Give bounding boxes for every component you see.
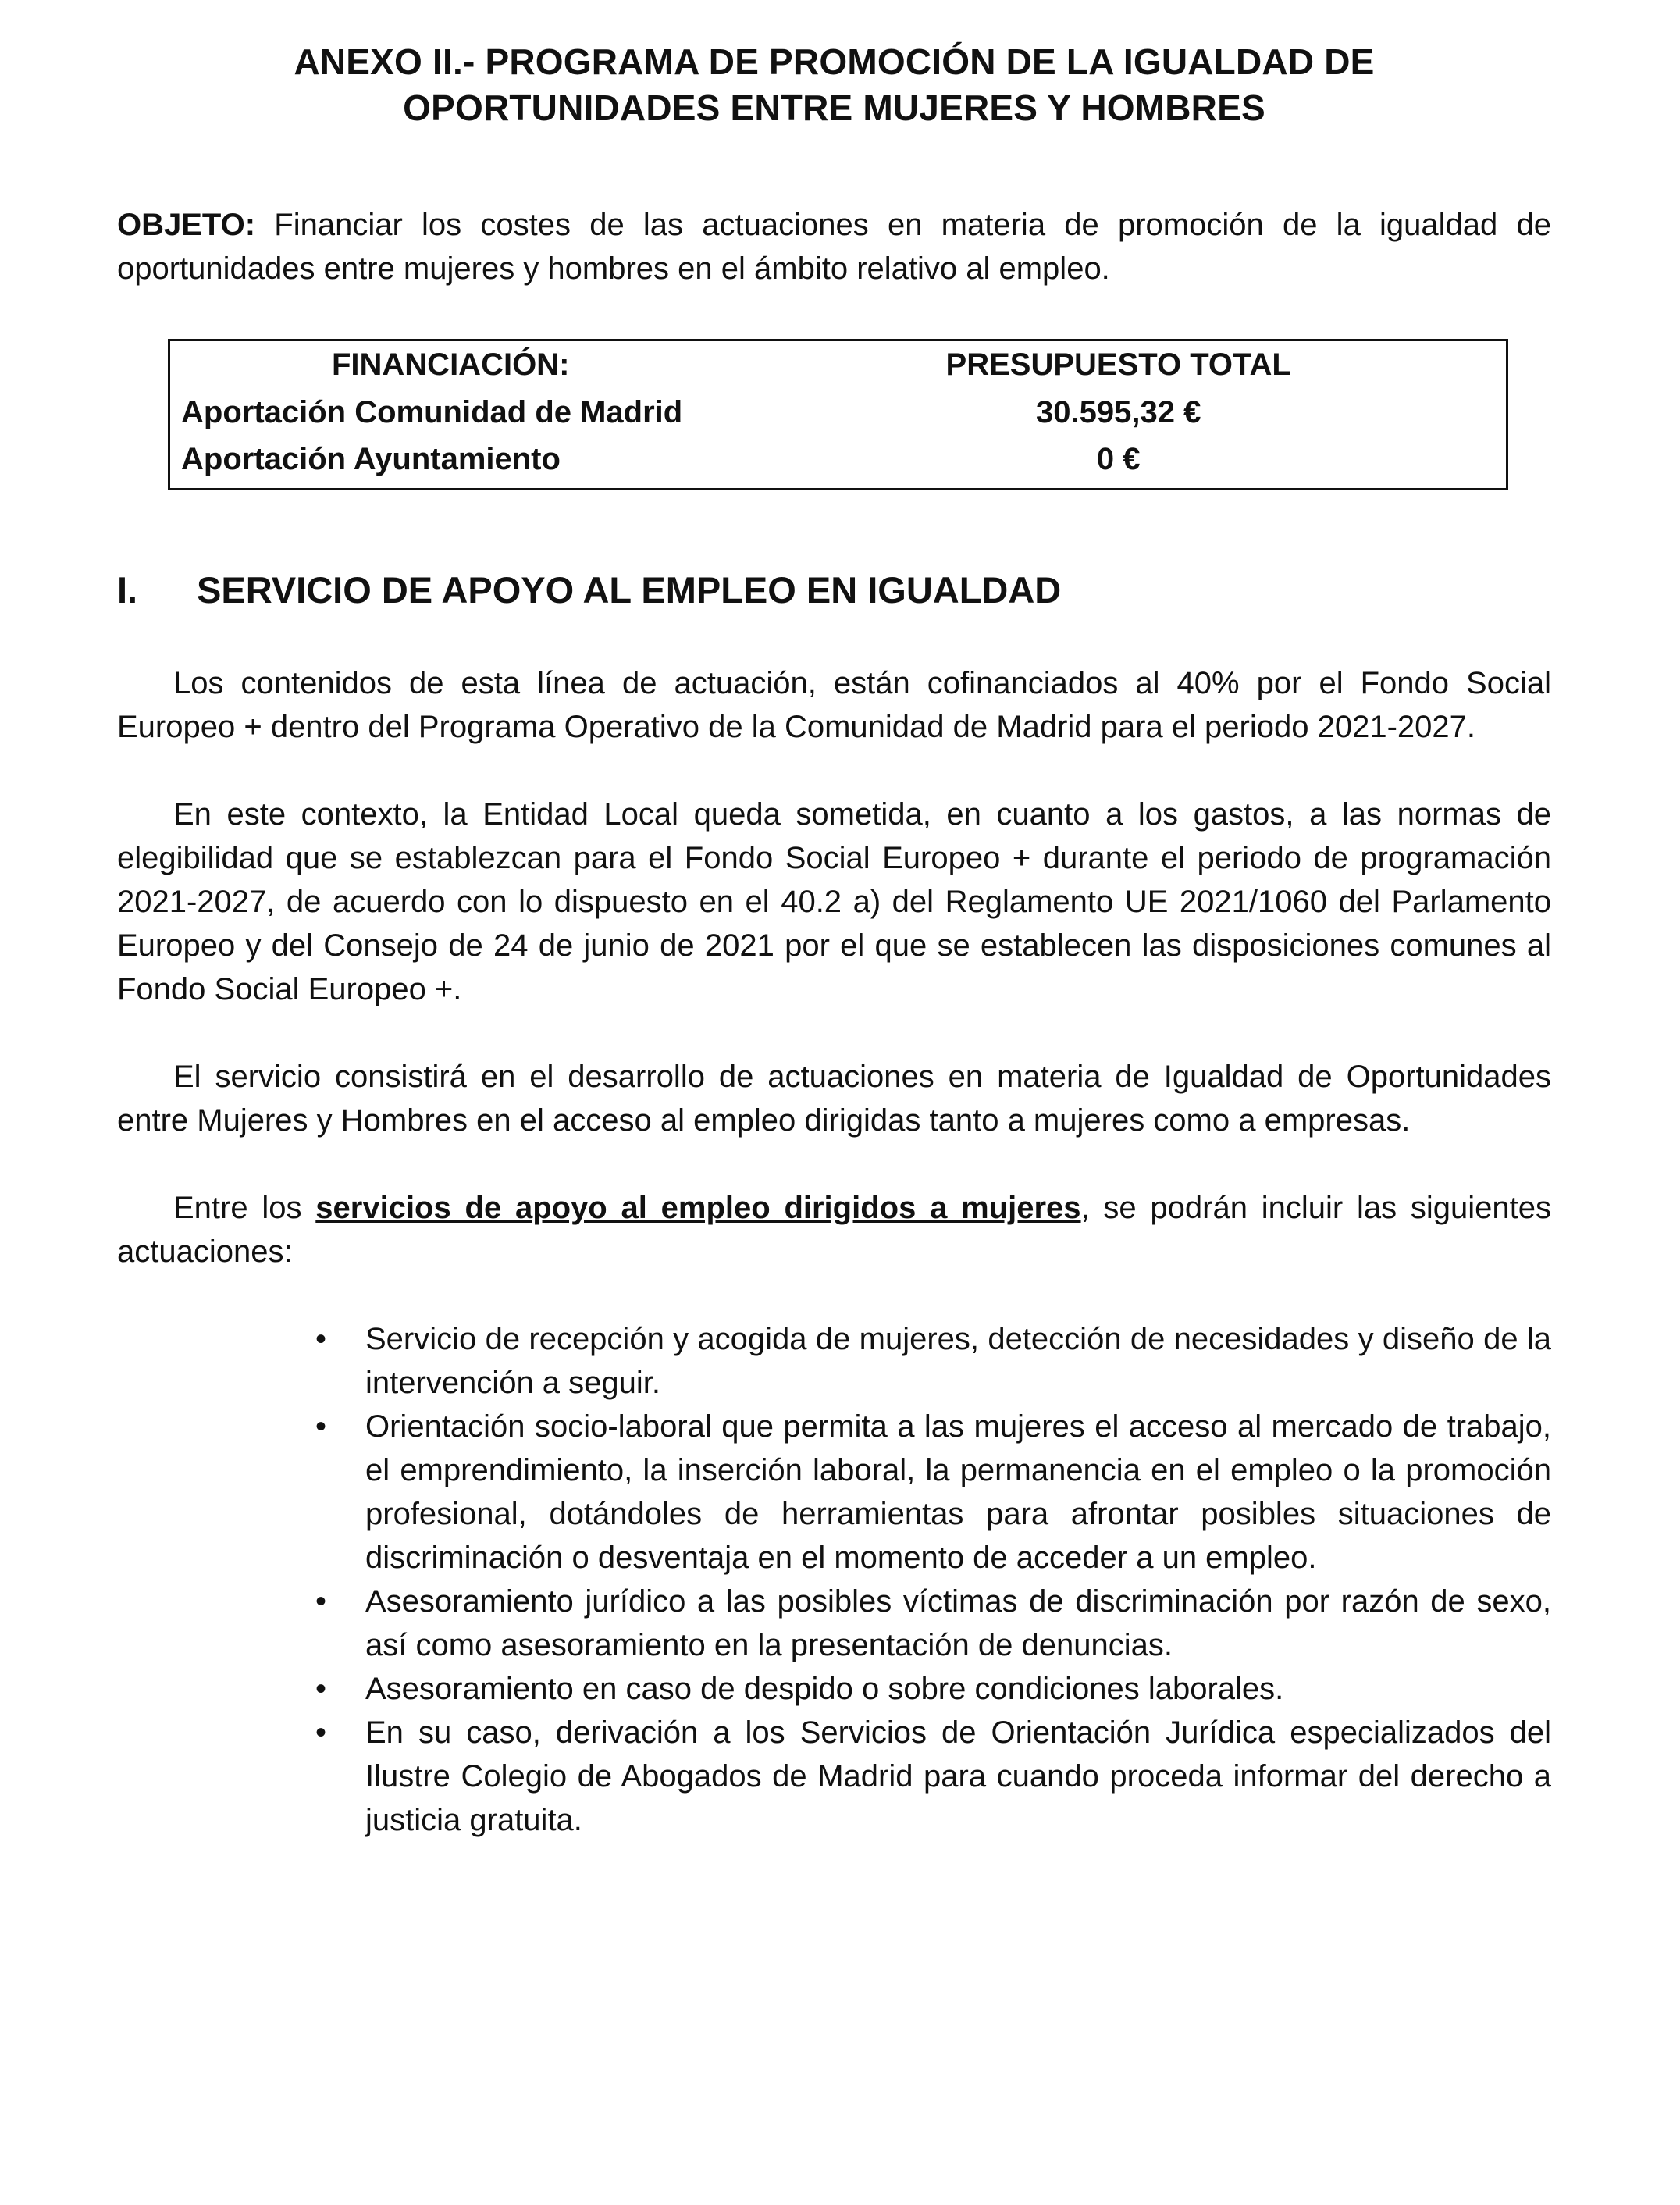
paragraph-entre-los bbox=[117, 1186, 1551, 1273]
table-row bbox=[169, 389, 1507, 436]
bullet-item bbox=[315, 1580, 1551, 1667]
bullet-marker: • bbox=[315, 1409, 327, 1444]
table-row bbox=[169, 436, 1507, 489]
bullet-marker: • bbox=[315, 1583, 327, 1619]
objeto-text: Financiar los costes de las actuaciones en materia de promoción de la igualdad de oportunidades entre mujeres y hombres en el ámbito relativo al empleo. bbox=[117, 207, 1552, 286]
paragraph-servicio: El servicio consistirá en el desarrollo de actuaciones en materia de Igualdad de Oportunidades entre Mujeres y Hombres en el acceso al empleo dirigidas tanto a mujeres como a empresas. bbox=[117, 1059, 1551, 1138]
bullet-text: Asesoramiento en caso de despido o sobre condiciones laborales. bbox=[365, 1671, 1284, 1706]
section-heading bbox=[117, 565, 1551, 616]
bullet-marker: • bbox=[315, 1671, 327, 1706]
bullet-text: Asesoramiento jurídico a las posibles víctimas de discriminación por razón de sexo, así como asesoramiento en la presentación de denuncias. bbox=[365, 1583, 1551, 1662]
entre-los-post: , se podrán incluir las siguientes actuaciones: bbox=[117, 1190, 1552, 1269]
paragraph-cofinanciacion: Los contenidos de esta línea de actuación, están cofinanciados al 40% por el Fondo Social Europeo + dentro del Programa Operativo de la Comunidad de Madrid para el periodo 2021-2027. bbox=[117, 665, 1551, 744]
bullet-marker: • bbox=[315, 1715, 327, 1750]
financing-header-row bbox=[169, 340, 1507, 388]
bullet-item bbox=[315, 1405, 1551, 1580]
row-value-comunidad: 30.595,32 € bbox=[1036, 394, 1201, 429]
bullet-item bbox=[315, 1667, 1551, 1711]
entre-los-pre: Entre los bbox=[173, 1190, 316, 1225]
section-number: I. bbox=[117, 569, 138, 611]
emphasized-phrase: servicios de apoyo al empleo dirigidos a mujeres bbox=[315, 1190, 1081, 1225]
bullet-text: Orientación socio-laboral que permita a las mujeres el acceso al mercado de trabajo, el emprendimiento, la inserción laboral, la permanencia en el empleo o la promoción profesional, dotándoles de herramientas para afrontar posibles situaciones de discriminación o desventaja en el momento de acceder a un empleo. bbox=[365, 1409, 1551, 1575]
section-title: SERVICIO DE APOYO AL EMPLEO EN IGUALDAD bbox=[197, 569, 1062, 611]
doc-title: ANEXO II.- PROGRAMA DE PROMOCIÓN DE LA IGUALDAD DE OPORTUNIDADES ENTRE MUJERES Y HOMBRES bbox=[294, 41, 1375, 128]
financing-header-left: FINANCIACIÓN: bbox=[331, 347, 570, 382]
bullet-list bbox=[117, 1317, 1551, 1842]
bullet-item bbox=[315, 1317, 1551, 1405]
objeto-paragraph bbox=[117, 203, 1551, 290]
bullet-text: En su caso, derivación a los Servicios de Orientación Jurídica especializados del Ilustre Colegio de Abogados de Madrid para cuando proceda informar del derecho a justicia gratuita. bbox=[365, 1715, 1551, 1837]
bullet-marker: • bbox=[315, 1321, 327, 1356]
row-value-ayuntamiento: 0 € bbox=[1096, 442, 1141, 477]
paragraph-contexto: En este contexto, la Entidad Local queda sometida, en cuanto a los gastos, a las normas de elegibilidad que se establezcan para el Fondo Social Europeo + durante el periodo de programación 2021-2027, de acuerdo con lo dispuesto en el 40.2 a) del Reglamento UE 2021/1060 del Parlamento Europeo y del Consejo de 24 de junio de 2021 por el que se establecen las disposiciones comunes al Fondo Social Europeo +. bbox=[117, 796, 1551, 1006]
bullet-item bbox=[315, 1711, 1551, 1842]
financing-header-right: PRESUPUESTO TOTAL bbox=[945, 347, 1291, 382]
bullet-text: Servicio de recepción y acogida de mujeres, detección de necesidades y diseño de la intervención a seguir. bbox=[365, 1321, 1551, 1400]
row-label-ayuntamiento: Aportación Ayuntamiento bbox=[181, 442, 561, 477]
financing-table bbox=[168, 339, 1508, 490]
row-label-comunidad: Aportación Comunidad de Madrid bbox=[181, 394, 683, 429]
objeto-label: OBJETO: bbox=[117, 207, 275, 242]
